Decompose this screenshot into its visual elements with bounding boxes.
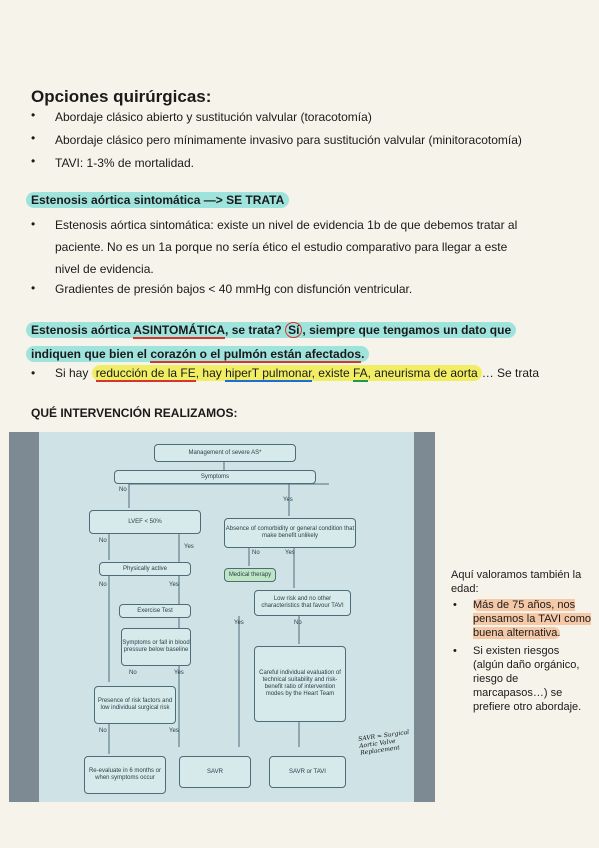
section-heading-sintomatica	[26, 193, 289, 207]
text-underlined: FA	[352, 366, 368, 380]
label-yes: Yes	[184, 544, 194, 550]
text: , siempre que tengamos un dato que	[302, 323, 512, 337]
text: Estenosis aórtica	[31, 323, 134, 337]
label-yes: Yes	[234, 620, 244, 626]
paragraph-line: nivel de evidencia.	[55, 262, 154, 276]
text-underlined: ASINTOMÁTICA	[133, 323, 226, 337]
box-savr: SAVR	[179, 756, 251, 788]
text: , hay	[195, 366, 226, 380]
side-note-text: Si existen riesgos (algún daño orgánico, riesgo de marcapasos…) se prefiere otro abordaje.	[473, 645, 582, 713]
text: , se trata?	[225, 323, 286, 337]
box-symptoms-or-fall: Symptoms or fall in blood pressure below baseline	[121, 628, 191, 666]
circled-text: Sí	[285, 322, 302, 338]
heading-line-1	[26, 322, 516, 338]
label-yes: Yes	[174, 670, 184, 676]
side-note-item	[451, 598, 591, 640]
label-no: No	[294, 620, 302, 626]
bullet: •	[31, 366, 36, 380]
text: indiquen que bien el	[31, 347, 151, 361]
option-item: Abordaje clásico pero mínimamente invasivo para sustitución valvular (minitoracotomía)	[55, 133, 522, 147]
heading-text: Estenosis aórtica sintomática —> SE TRATA	[26, 192, 289, 208]
bullet: •	[31, 217, 36, 231]
box-lvef: LVEF < 50%	[89, 510, 201, 534]
box-symptoms: Symptoms	[114, 470, 316, 484]
page-title: Opciones quirúrgicas:	[31, 87, 212, 106]
label-yes: Yes	[169, 728, 179, 734]
box-low-risk: Low risk and no other characteristics that favour TAVI	[254, 590, 351, 616]
box-comorbidity: Absence of comorbidity or general condition that make benefit unlikely	[224, 518, 356, 548]
label-no: No	[119, 487, 127, 493]
paragraph-line: Gradientes de presión bajos < 40 mmHg con disfunción ventricular.	[55, 282, 413, 296]
box-management: Management of severe AS*	[154, 444, 296, 462]
box-savr-or-tavi: SAVR or TAVI	[269, 756, 346, 788]
label-yes: Yes	[283, 497, 293, 503]
side-note-text: Más de 75 años, nos pensamos la TAVI como buena alternativa.	[473, 599, 591, 639]
side-note-item	[451, 644, 591, 714]
label-no: No	[252, 550, 260, 556]
intervention-heading: QUÉ INTERVENCIÓN REALIZAMOS:	[31, 406, 238, 420]
option-item: Abordaje clásico abierto y sustitución valvular (toracotomía)	[55, 110, 372, 124]
projector-screen	[39, 432, 414, 802]
box-careful-evaluation: Careful individual evaluation of technical suitability and risk-benefit ratio of intervention modes by the Heart Team	[254, 646, 346, 722]
paragraph-line: paciente. No es un 1a porque no sería ético el estudio comparativo para llegar a este	[55, 240, 508, 254]
label-yes: Yes	[285, 550, 295, 556]
bullet: •	[453, 645, 457, 657]
label-no: No	[99, 728, 107, 734]
highlight-group	[92, 365, 482, 381]
flowchart-photo	[9, 432, 435, 802]
text-underlined: corazón o el pulmón están afectados	[150, 347, 362, 361]
handwritten-note: SAVR = Surgical Aortic Valve Replacement	[357, 728, 410, 757]
option-item: TAVI: 1-3% de mortalidad.	[55, 156, 194, 170]
box-exercise-test: Exercise Test	[119, 604, 191, 618]
text-underlined: hiperT pulmonar	[225, 366, 312, 380]
bullet: •	[31, 108, 36, 122]
section-heading-asintomatica	[26, 318, 586, 366]
bullet: •	[453, 599, 457, 611]
text: , existe	[311, 366, 353, 380]
label-no: No	[129, 670, 137, 676]
side-note	[451, 568, 591, 714]
paragraph-line: Estenosis aórtica sintomática: existe un nivel de evidencia 1b de que debemos tratar al	[55, 218, 518, 232]
bullet: •	[31, 131, 36, 145]
box-reevaluate: Re-evaluate in 6 months or when symptoms occur	[84, 756, 166, 794]
text: , aneurisma de aorta	[367, 366, 478, 380]
paragraph-line	[55, 362, 595, 385]
box-physically-active: Physically active	[99, 562, 191, 576]
label-yes: Yes	[169, 582, 179, 588]
bullet: •	[31, 154, 36, 168]
box-presence-risk-factors: Presence of risk factors and low individual surgical risk	[94, 686, 176, 724]
text: .	[361, 347, 365, 361]
text-underlined: reducción de la FE	[95, 366, 196, 380]
text: Si hay	[55, 366, 92, 380]
heading-line-2	[26, 346, 369, 362]
label-no: No	[99, 538, 107, 544]
label-no: No	[99, 582, 107, 588]
text: … Se trata	[481, 366, 540, 380]
side-note-intro: Aquí valoramos también la edad:	[451, 569, 582, 595]
bullet: •	[31, 281, 36, 295]
flowchart-connectors	[39, 432, 414, 802]
box-medical-therapy: Medical therapy	[224, 568, 276, 582]
